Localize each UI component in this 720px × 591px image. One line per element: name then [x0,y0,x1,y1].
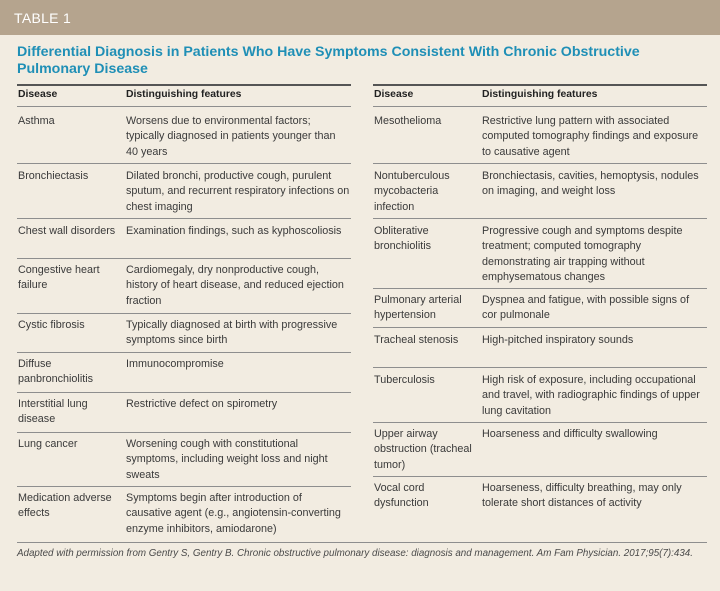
left-row-features: Typically diagnosed at birth with progressive symptoms since birth [126,319,338,347]
right-row-disease: Nontuberculous mycobacteria infection [374,170,450,213]
left-row-disease: Congestive heart failure [18,264,100,292]
left-row-features: Examination findings, such as kyphoscoliosis [126,225,342,237]
left-row-features: Restrictive defect on spirometry [126,398,278,410]
row-divider [373,476,707,477]
right-row-features: Dyspnea and fatigue, with possible signs of cor pulmonale [482,294,690,322]
left-row-features: Worsens due to environmental factors; typically diagnosed in patients younger than 40 years [126,115,336,158]
row-divider [17,392,351,393]
right-row-features: High-pitched inspiratory sounds [482,334,634,346]
right-header-features: Distinguishing features [482,89,598,100]
left-row-features: Worsening cough with constitutional symptoms, including weight loss and night sweats [126,438,328,481]
left-header-features: Distinguishing features [126,89,242,100]
right-row-disease: Tuberculosis [374,374,435,386]
right-row-disease: Vocal cord dysfunction [374,482,429,510]
right-row-features: Hoarseness, difficulty breathing, may only tolerate short distances of activity [482,482,682,510]
right-header-rule [373,106,707,107]
left-top-rule [17,84,351,86]
left-row-disease: Asthma [18,115,55,127]
right-row-features: High risk of exposure, including occupational and travel, with radiographic findings of upper lung cavitation [482,374,700,417]
left-header-disease: Disease [18,89,58,100]
source-footnote: Adapted with permission from Gentry S, Gentry B. Chronic obstructive pulmonary disease: diagnosis and management. Am Fam Physician. 2017;95(7):434. [17,548,693,559]
right-row-disease: Obliterative bronchiolitis [374,225,432,253]
row-divider [373,367,707,368]
left-row-disease: Interstitial lung disease [18,398,88,426]
left-row-disease: Medication adverse effects [18,492,112,520]
row-divider [373,218,707,219]
row-divider [373,327,707,328]
table-label-bar [0,0,720,35]
row-divider [17,486,351,487]
left-row-disease: Lung cancer [18,438,78,450]
row-divider [17,432,351,433]
right-row-features: Bronchiectasis, cavities, hemoptysis, nodules on imaging, and weight loss [482,170,699,198]
row-divider [373,163,707,164]
right-top-rule [373,84,707,86]
row-divider [17,163,351,164]
left-row-features: Symptoms begin after introduction of causative agent (e.g., angiotensin-converting enzyme inhibitors, amiodarone) [126,492,341,535]
row-divider [17,218,351,219]
left-row-features: Dilated bronchi, productive cough, purulent sputum, and recurrent respiratory infections on chest imaging [126,170,350,213]
right-row-features: Hoarseness and difficulty swallowing [482,428,658,440]
left-row-disease: Bronchiectasis [18,170,89,182]
right-row-disease: Upper airway obstruction (tracheal tumor) [374,428,472,471]
row-divider [373,422,707,423]
right-row-disease: Mesothelioma [374,115,442,127]
row-divider [373,288,707,289]
right-row-disease: Pulmonary arterial hypertension [374,294,462,322]
right-row-features: Restrictive lung pattern with associated computed tomography findings and exposure to causative agent [482,115,699,158]
row-divider [17,313,351,314]
left-row-features: Immunocompromise [126,358,224,370]
row-divider [17,258,351,259]
right-row-disease: Tracheal stenosis [374,334,459,346]
left-row-features: Cardiomegaly, dry nonproductive cough, history of heart disease, and reduced ejection fraction [126,264,344,307]
table-title: Differential Diagnosis in Patients Who Have Symptoms Consistent With Chronic Obstructive Pulmonary Disease [17,44,640,77]
right-row-features: Progressive cough and symptoms despite treatment; computed tomography demonstrating air trapping without emphysematous changes [482,225,683,284]
left-header-rule [17,106,351,107]
table-label: TABLE 1 [14,10,72,26]
row-divider [17,352,351,353]
table-bottom-rule [17,542,707,543]
left-row-disease: Chest wall disorders [18,225,116,237]
right-header-disease: Disease [374,89,414,100]
left-row-disease: Diffuse panbronchiolitis [18,358,94,386]
left-row-disease: Cystic fibrosis [18,319,85,331]
